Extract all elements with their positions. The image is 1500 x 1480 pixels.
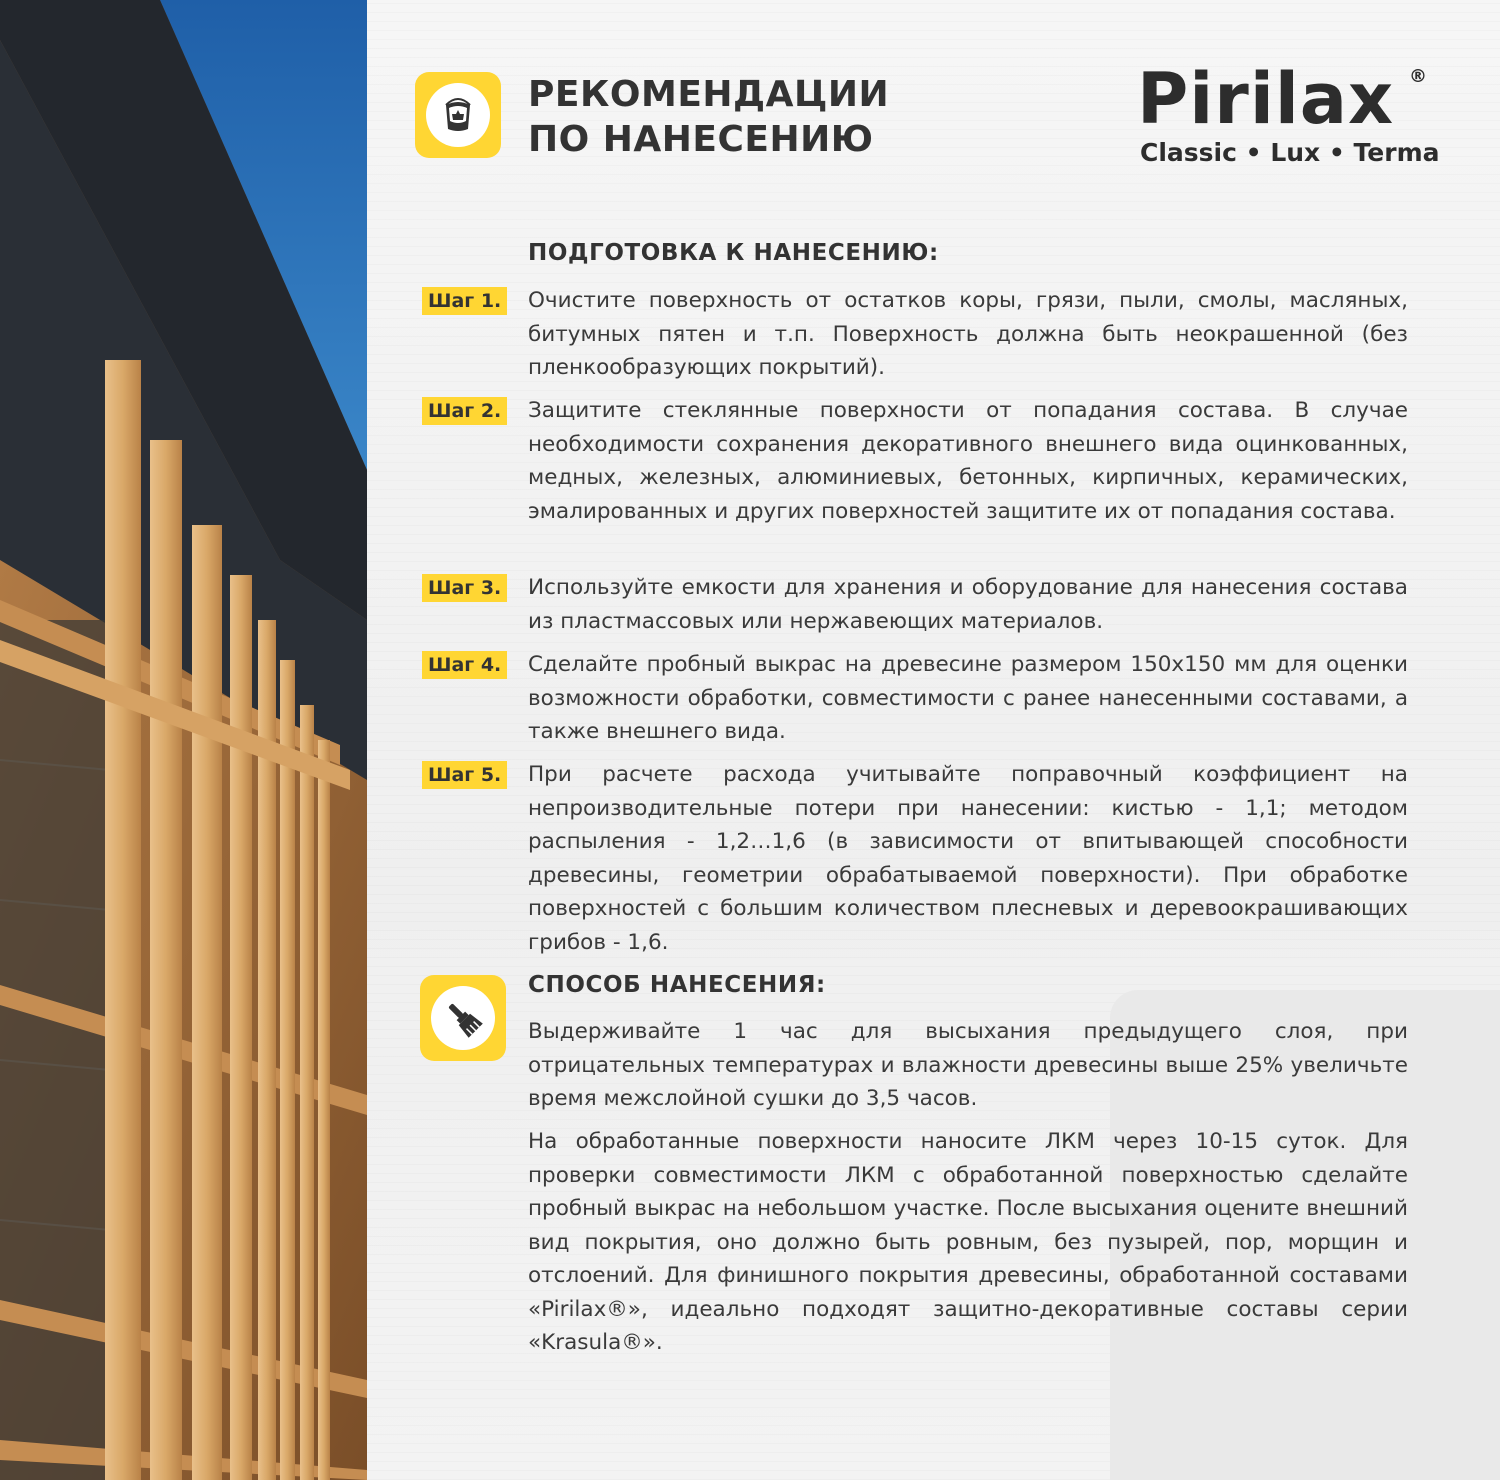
application-paragraph-1: Выдерживайте 1 час для высыхания предыдущего слоя, при отрицательных температурах и влажности древесины выше 25% увеличьте время межслойной сушки до 3,5 часов. [528,1019,1408,1111]
page-title-line2: ПО НАНЕСЕНИЮ [528,119,874,160]
step-text-1: Очистите поверхность от остатков коры, грязи, пыли, смолы, масляных, битумных пятен и т.п. Поверхность должна быть неокрашенной (без пленкообразующих покрытий). [528,288,1408,380]
page-title-line1: РЕКОМЕНДАЦИИ [528,74,890,115]
brand-subtitle: Classic • Lux • Terma [1140,138,1440,167]
step-label-4: Шаг 4. [422,651,507,679]
preparation-title: ПОДГОТОВКА К НАНЕСЕНИЮ: [528,240,939,266]
page-title [528,72,948,162]
step-text-5: При расчете расхода учитывайте поправочный коэффициент на непроизводительные потери при нанесении: кистью - 1,1; методом распыления - 1,2…1,6 (в зависимости от впитывающей способности древесины, геометрии обрабатываемой поверхности). При обработке поверхностей с большим количеством плесневых и деревоокрашивающих грибов - 1,6. [528,762,1408,955]
brand-registered-mark: ® [1409,66,1427,87]
application-paragraph-2: На обработанные поверхности наносите ЛКМ через 10-15 суток. Для проверки совместимости ЛКМ с обработанной поверхностью сделайте пробный выкрас на небольшом участке. После высыхания оцените внешний вид покрытия, оно должно быть ровным, без пузырей, пор, морщин и отслоений. Для финишного покрытия древесины, обработанной составами «Pirilax®», идеально подходят защитно-декоративные составы серии «Krasula®». [528,1129,1408,1355]
paint-bucket-icon [415,72,501,158]
step-label-2: Шаг 2. [422,397,507,425]
step-label-1: Шаг 1. [422,287,507,315]
step-label-5: Шаг 5. [422,761,507,789]
application-title: СПОСОБ НАНЕСЕНИЯ: [528,972,826,998]
step-text-4: Сделайте пробный выкрас на древесине размером 150х150 мм для оценки возможности обработки, совместимости с ранее нанесенными составами, а также внешнего вида. [528,652,1408,744]
facade-photo [0,0,367,1480]
brand-name: Pirilax [1137,58,1395,140]
step-label-3: Шаг 3. [422,574,507,602]
content-panel [367,0,1500,1480]
brand-logo [1137,58,1440,167]
step-text-3: Используйте емкости для хранения и оборудование для нанесения состава из пластмассовых или нержавеющих материалов. [528,575,1408,634]
paint-brush-icon [420,975,506,1061]
step-text-2: Защитите стеклянные поверхности от попадания состава. В случае необходимости сохранения декоративного внешнего вида оцинкованных, медных, железных, алюминиевых, бетонных, кирпичных, керамических, эмалированных и других поверхностей защитите их от попадания состава. [528,398,1408,524]
